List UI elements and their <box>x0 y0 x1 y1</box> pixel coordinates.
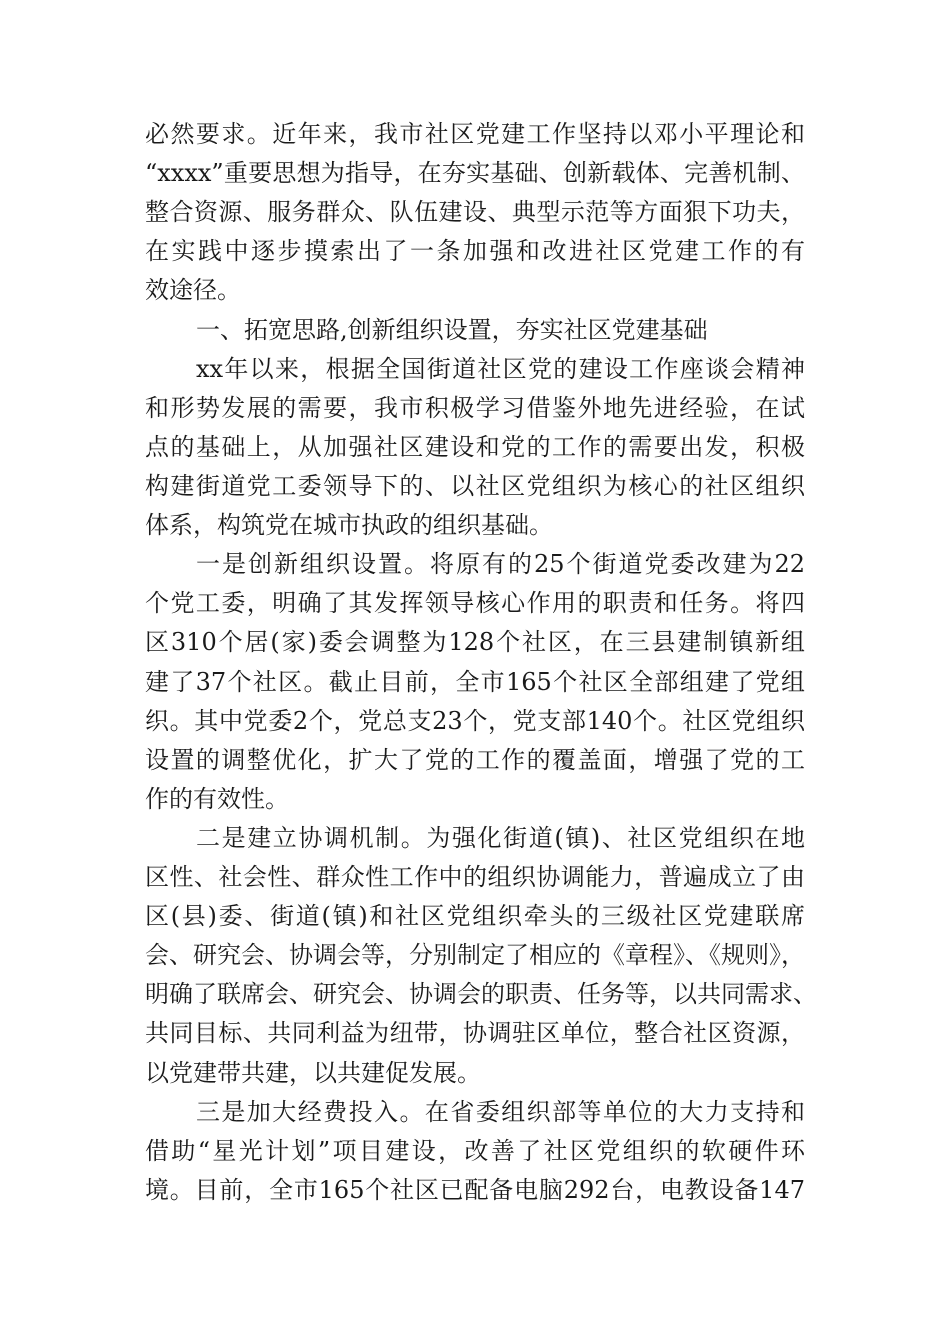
text-line: 建了37个社区。截止目前，全市165个社区全部组建了党组 <box>145 668 805 696</box>
text-line: 效途径。 <box>145 276 241 304</box>
text-line: 三是加大经费投入。在省委组织部等单位的大力支持和 <box>196 1098 805 1126</box>
text-line: 境。目前，全市165个社区已配备电脑292台，电教设备147 <box>145 1176 805 1204</box>
text-line: 共同目标、共同利益为纽带，协调驻区单位，整合社区资源， <box>145 1019 805 1047</box>
text-line: 在实践中逐步摸索出了一条加强和改进社区党建工作的有 <box>145 237 805 265</box>
text-line: 构建街道党工委领导下的、以社区党组织为核心的社区组织 <box>145 472 805 500</box>
text-line: 明确了联席会、研究会、协调会的职责、任务等，以共同需求、 <box>145 980 817 1008</box>
text-line: “xxxx”重要思想为指导，在夯实基础、创新载体、完善机制、 <box>145 159 805 187</box>
text-line: 区性、社会性、群众性工作中的组织协调能力，普遍成立了由 <box>145 863 805 891</box>
text-line: 点的基础上，从加强社区建设和党的工作的需要出发，积极 <box>145 433 805 461</box>
text-line: 会、研究会、协调会等，分别制定了相应的《章程》、《规则》， <box>145 941 805 969</box>
text-line: xx年以来，根据全国街道社区党的建设工作座谈会精神 <box>196 355 805 383</box>
text-line: 体系，构筑党在城市执政的组织基础。 <box>145 511 553 539</box>
text-line: 织。其中党委2个，党总支23个，党支部140个。社区党组织 <box>145 707 805 735</box>
text-line: 作的有效性。 <box>145 785 289 813</box>
text-line: 和形势发展的需要，我市积极学习借鉴外地先进经验，在试 <box>145 394 805 422</box>
section-heading: 一、拓宽思路,创新组织设置，夯实社区党建基础 <box>196 316 708 344</box>
text-line: 二是建立协调机制。为强化街道(镇)、社区党组织在地 <box>196 824 805 852</box>
text-line: 整合资源、服务群众、队伍建设、典型示范等方面狠下功夫， <box>145 198 805 226</box>
text-line: 必然要求。近年来，我市社区党建工作坚持以邓小平理论和 <box>145 120 805 148</box>
text-line: 设置的调整优化，扩大了党的工作的覆盖面，增强了党的工 <box>145 746 805 774</box>
text-line: 借助“星光计划”项目建设，改善了社区党组织的软硬件环 <box>145 1137 805 1165</box>
text-line: 以党建带共建，以共建促发展。 <box>145 1059 481 1087</box>
text-line: 一是创新组织设置。将原有的25个街道党委改建为22 <box>196 550 805 578</box>
text-line: 个党工委，明确了其发挥领导核心作用的职责和任务。将四 <box>145 589 805 617</box>
text-line: 区(县)委、街道(镇)和社区党组织牵头的三级社区党建联席 <box>145 902 805 930</box>
text-line: 区310个居(家)委会调整为128个社区，在三县建制镇新组 <box>145 628 805 656</box>
